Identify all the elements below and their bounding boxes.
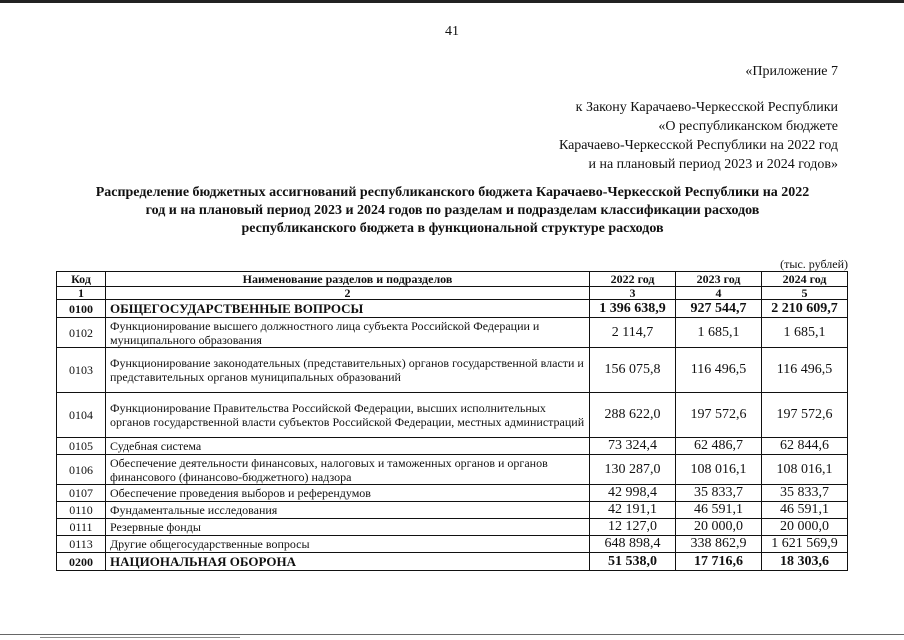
row-value-2024: 35 833,7 (762, 485, 848, 502)
index-cell: 1 (57, 287, 106, 300)
row-value-2022: 12 127,0 (590, 519, 676, 536)
row-value-2024: 46 591,1 (762, 502, 848, 519)
row-code: 0102 (57, 318, 106, 348)
column-index-row (57, 287, 848, 300)
table-row (57, 300, 848, 318)
table-row (57, 318, 848, 348)
table-row (57, 485, 848, 502)
row-value-2023: 1 685,1 (676, 318, 762, 348)
row-code: 0103 (57, 348, 106, 393)
budget-table (56, 271, 848, 571)
table-row (57, 536, 848, 553)
row-value-2022: 648 898,4 (590, 536, 676, 553)
title-line: год и на плановый период 2023 и 2024 годов по разделам и подразделам классификации расходов (145, 203, 760, 218)
document-title (40, 184, 865, 238)
row-code: 0105 (57, 438, 106, 455)
table-row (57, 393, 848, 438)
table-row (57, 438, 848, 455)
row-name: ОБЩЕГОСУДАРСТВЕННЫЕ ВОПРОСЫ (106, 300, 590, 318)
law-line: Карачаево-Черкесской Республики на 2022 год (558, 138, 838, 153)
table-row (57, 502, 848, 519)
row-name: НАЦИОНАЛЬНАЯ ОБОРОНА (106, 553, 590, 571)
row-value-2022: 156 075,8 (590, 348, 676, 393)
row-value-2023: 927 544,7 (676, 300, 762, 318)
row-value-2024: 20 000,0 (762, 519, 848, 536)
row-code: 0111 (57, 519, 106, 536)
row-value-2023: 108 016,1 (676, 455, 762, 485)
row-value-2023: 35 833,7 (676, 485, 762, 502)
row-name: Другие общегосударственные вопросы (106, 536, 590, 553)
row-code: 0110 (57, 502, 106, 519)
row-value-2022: 42 191,1 (590, 502, 676, 519)
row-value-2022: 73 324,4 (590, 438, 676, 455)
law-line: и на плановый период 2023 и 2024 годов» (588, 157, 838, 172)
top-border-line (0, 0, 904, 3)
row-value-2023: 62 486,7 (676, 438, 762, 455)
row-code: 0113 (57, 536, 106, 553)
index-cell: 5 (762, 287, 848, 300)
row-value-2024: 1 685,1 (762, 318, 848, 348)
row-code: 0100 (57, 300, 106, 318)
row-name: Обеспечение проведения выборов и референдумов (106, 485, 590, 502)
row-value-2023: 46 591,1 (676, 502, 762, 519)
header-2024: 2024 год (762, 272, 848, 287)
title-line: Распределение бюджетных ассигнований республиканского бюджета Карачаево-Черкесской Республики на 2022 (95, 185, 810, 200)
row-value-2022: 42 998,4 (590, 485, 676, 502)
appendix-label: «Приложение 7 (745, 64, 838, 79)
bottom-border-line (0, 634, 904, 635)
row-code: 0200 (57, 553, 106, 571)
table-row (57, 553, 848, 571)
header-name: Наименование разделов и подразделов (106, 272, 590, 287)
row-value-2024: 108 016,1 (762, 455, 848, 485)
law-line: «О республиканском бюджете (658, 119, 838, 134)
index-cell: 2 (106, 287, 590, 300)
row-value-2024: 197 572,6 (762, 393, 848, 438)
row-value-2022: 288 622,0 (590, 393, 676, 438)
row-value-2024: 2 210 609,7 (762, 300, 848, 318)
bottom-scan-line (40, 637, 240, 638)
title-line: республиканского бюджета в функциональной структуре расходов (241, 221, 664, 236)
row-value-2022: 51 538,0 (590, 553, 676, 571)
row-value-2024: 1 621 569,9 (762, 536, 848, 553)
row-name: Функционирование Правительства Российской Федерации, высших исполнительных органов государственной власти субъектов Российской Федерации, местных администраций (106, 393, 590, 438)
table-row (57, 348, 848, 393)
law-reference (559, 98, 838, 174)
row-value-2022: 1 396 638,9 (590, 300, 676, 318)
index-cell: 4 (676, 287, 762, 300)
row-code: 0106 (57, 455, 106, 485)
index-cell: 3 (590, 287, 676, 300)
row-name: Судебная система (106, 438, 590, 455)
law-line: к Закону Карачаево-Черкесской Республики (575, 100, 838, 115)
table-row (57, 455, 848, 485)
units-label: (тыс. рублей) (780, 257, 848, 271)
header-row (57, 272, 848, 287)
row-value-2024: 62 844,6 (762, 438, 848, 455)
row-value-2023: 338 862,9 (676, 536, 762, 553)
header-2022: 2022 год (590, 272, 676, 287)
row-name: Функционирование законодательных (представительных) органов государственной власти и представительных органов муниципальных образований (106, 348, 590, 393)
header-2023: 2023 год (676, 272, 762, 287)
row-name: Фундаментальные исследования (106, 502, 590, 519)
row-code: 0104 (57, 393, 106, 438)
row-value-2023: 197 572,6 (676, 393, 762, 438)
row-value-2023: 20 000,0 (676, 519, 762, 536)
page-number: 41 (445, 24, 459, 39)
table-row (57, 519, 848, 536)
row-name: Обеспечение деятельности финансовых, налоговых и таможенных органов и органов финансового (финансово-бюджетного) надзора (106, 455, 590, 485)
row-name: Функционирование высшего должностного лица субъекта Российской Федерации и муниципального образования (106, 318, 590, 348)
header-code: Код (57, 272, 106, 287)
row-value-2023: 17 716,6 (676, 553, 762, 571)
row-value-2022: 130 287,0 (590, 455, 676, 485)
row-value-2022: 2 114,7 (590, 318, 676, 348)
row-value-2024: 116 496,5 (762, 348, 848, 393)
row-value-2024: 18 303,6 (762, 553, 848, 571)
row-code: 0107 (57, 485, 106, 502)
row-value-2023: 116 496,5 (676, 348, 762, 393)
row-name: Резервные фонды (106, 519, 590, 536)
